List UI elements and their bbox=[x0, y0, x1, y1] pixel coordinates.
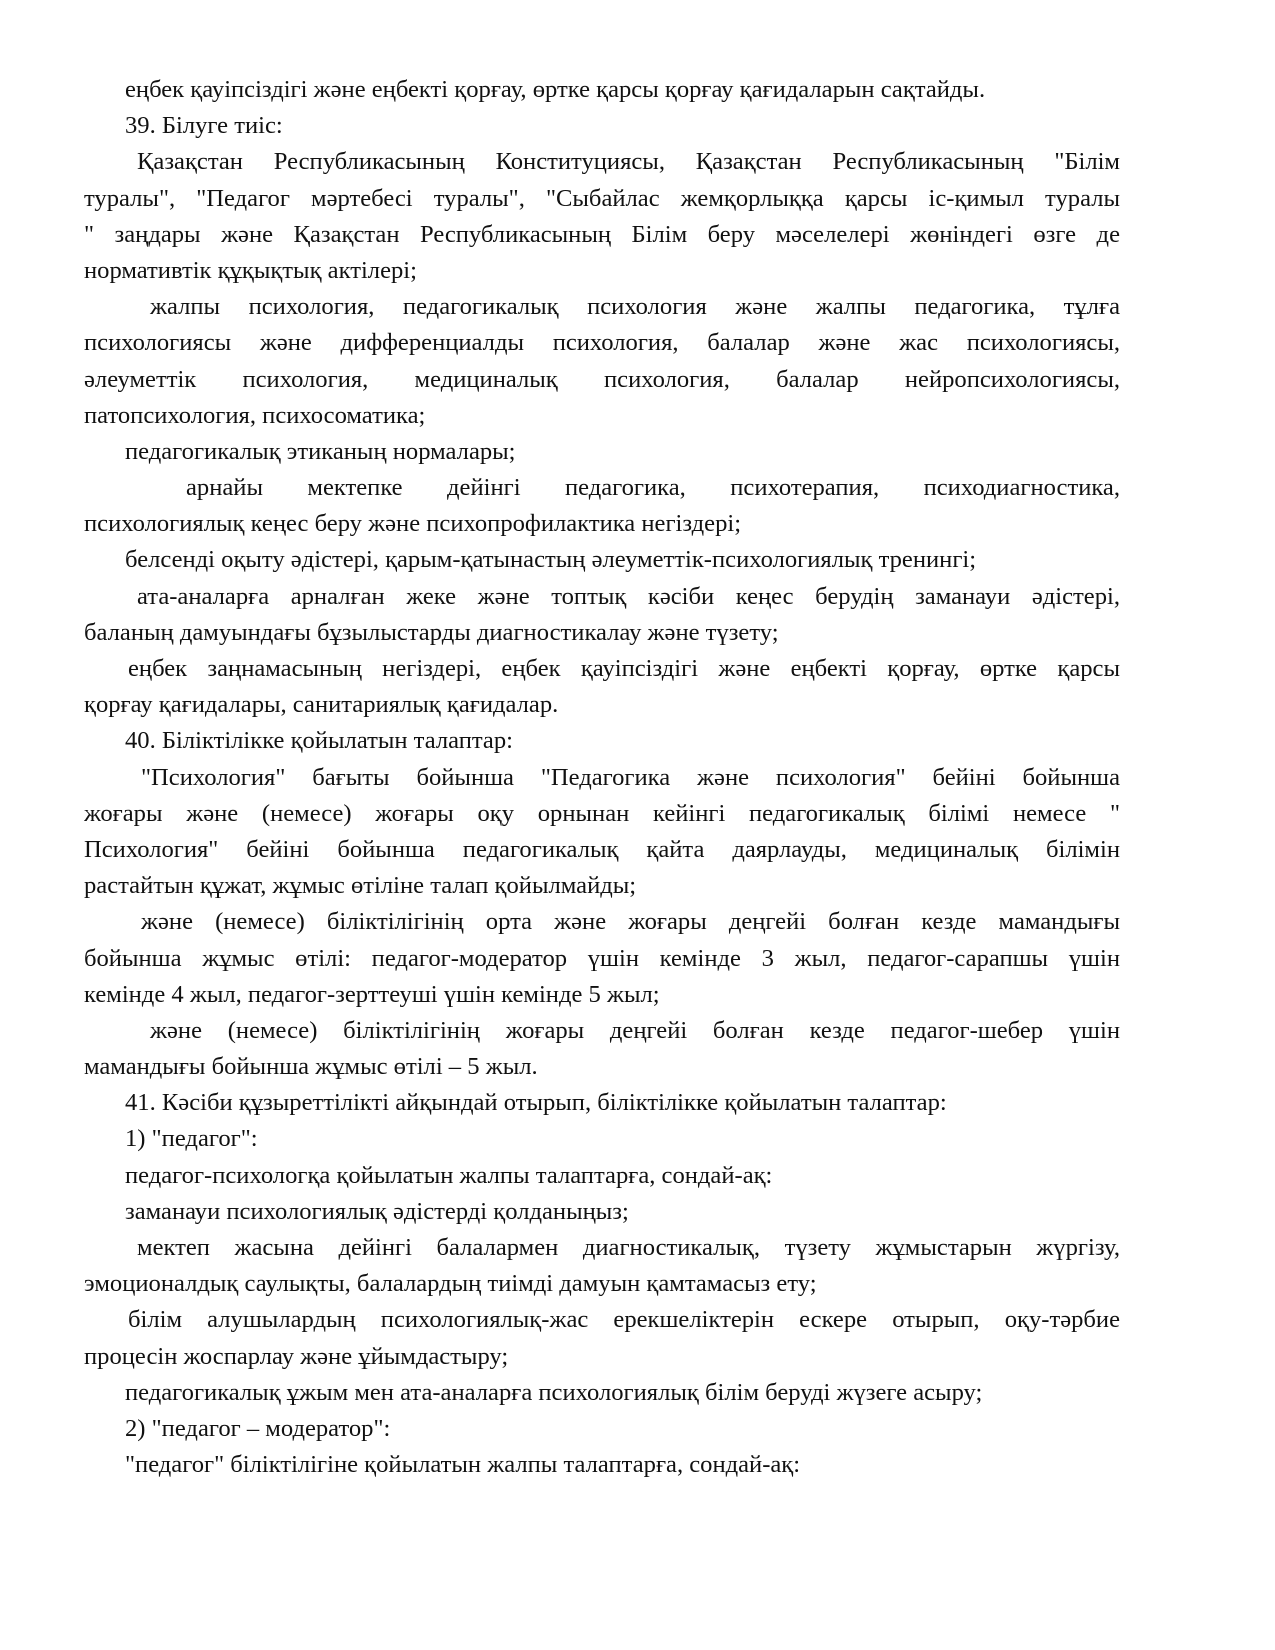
text-line: білім алушылардың психологиялық-жас ерекшеліктерін ескере отырып, оқу-тәрбие bbox=[128, 1306, 1120, 1334]
text-line: еңбек заңнамасының негіздері, еңбек қауіпсіздігі және еңбекті қорғау, өртке қарсы bbox=[128, 655, 1120, 682]
section-heading-41: 41. Кәсіби құзыреттілікті айқындай отырып, біліктілікке қойылатын талаптар: bbox=[125, 1089, 947, 1117]
text-line: жоғары және (немесе) жоғары оқу орнынан кейінгі педагогикалық білімі немесе " bbox=[84, 799, 1120, 827]
text-line: әлеуметтік психология, медициналық психология, балалар нейропсихологиясы, bbox=[84, 365, 1120, 393]
text-line: эмоционалдық саулықты, балалардың тиімді дамуын қамтамасыз ету; bbox=[84, 1270, 817, 1298]
text-line: педагогикалық этиканың нормалары; bbox=[125, 437, 516, 465]
text-line: және (немесе) біліктілігінің орта және жоғары деңгейі болған кезде мамандығы bbox=[141, 908, 1120, 936]
text-line: психологиялық кеңес беру және психопрофилактика негіздері; bbox=[84, 510, 742, 538]
text-line: "педагог" біліктілігіне қойылатын жалпы талаптарға, сондай-ақ: bbox=[125, 1451, 801, 1479]
subsection-heading-2: 2) "педагог – модератор": bbox=[125, 1414, 391, 1442]
text-line: баланың дамуындағы бұзылыстарды диагностикалау және түзету; bbox=[84, 618, 779, 646]
document-page bbox=[84, 72, 1120, 1483]
text-line: туралы", "Педагог мәртебесі туралы", "Сыбайлас жемқорлыққа қарсы іс-қимыл туралы bbox=[84, 184, 1120, 212]
text-line: белсенді оқыту әдістері, қарым-қатынастың әлеуметтік-психологиялық тренингі; bbox=[125, 546, 977, 574]
text-line: жалпы психология, педагогикалық психология және жалпы педагогика, тұлға bbox=[150, 293, 1120, 321]
text-line: Қазақстан Республикасының Конституциясы, Қазақстан Республикасының "Білім bbox=[137, 148, 1120, 176]
text-line: "Психология" бағыты бойынша "Педагогика және психология" бейіні бойынша bbox=[141, 763, 1120, 791]
text-line: патопсихология, психосоматика; bbox=[84, 401, 426, 429]
text-line: педагог-психологқа қойылатын жалпы талаптарға, сондай-ақ: bbox=[125, 1161, 773, 1189]
text-line: заманауи психологиялық әдістерді қолданыңыз; bbox=[125, 1197, 629, 1225]
text-line: процесін жоспарлау және ұйымдастыру; bbox=[84, 1342, 509, 1370]
text-line: қорғау қағидалары, санитариялық қағидалар. bbox=[84, 691, 559, 719]
text-line: " заңдары және Қазақстан Республикасының Білім беру мәселелері жөніндегі өзге де bbox=[84, 220, 1120, 248]
text-line: арнайы мектепке дейінгі педагогика, психотерапия, психодиагностика, bbox=[186, 474, 1120, 502]
subsection-heading-1: 1) "педагог": bbox=[125, 1125, 258, 1153]
section-heading-40: 40. Біліктілікке қойылатын талаптар: bbox=[125, 727, 513, 755]
text-line: Психология" бейіні бойынша педагогикалық қайта даярлауды, медициналық білімін bbox=[84, 835, 1120, 863]
text-line: еңбек қауіпсіздігі және еңбекті қорғау, өртке қарсы қорғау қағидаларын сақтайды. bbox=[125, 76, 986, 103]
text-line: кемінде 4 жыл, педагог-зерттеуші үшін кемінде 5 жыл; bbox=[84, 980, 660, 1008]
text-line: растайтын құжат, жұмыс өтіліне талап қойылмайды; bbox=[84, 872, 637, 900]
text-line: және (немесе) біліктілігінің жоғары деңгейі болған кезде педагог-шебер үшін bbox=[150, 1016, 1120, 1044]
text-line: мектеп жасына дейінгі балалармен диагностикалық, түзету жұмыстарын жүргізу, bbox=[137, 1234, 1120, 1261]
section-heading-39: 39. Білуге тиіс: bbox=[125, 112, 283, 140]
text-line: педагогикалық ұжым мен ата-аналарға психологиялық білім беруді жүзеге асыру; bbox=[125, 1378, 983, 1406]
text-line: мамандығы бойынша жұмыс өтілі – 5 жыл. bbox=[84, 1053, 538, 1081]
text-line: ата-аналарға арналған жеке және топтық кәсіби кеңес берудің заманауи әдістері, bbox=[137, 582, 1120, 610]
text-line: бойынша жұмыс өтілі: педагог-модератор үшін кемінде 3 жыл, педагог-сарапшы үшін bbox=[84, 944, 1120, 972]
text-line: нормативтік құқықтық актілері; bbox=[84, 256, 417, 284]
text-line: психологиясы және дифференциалды психология, балалар және жас психологиясы, bbox=[84, 329, 1120, 357]
